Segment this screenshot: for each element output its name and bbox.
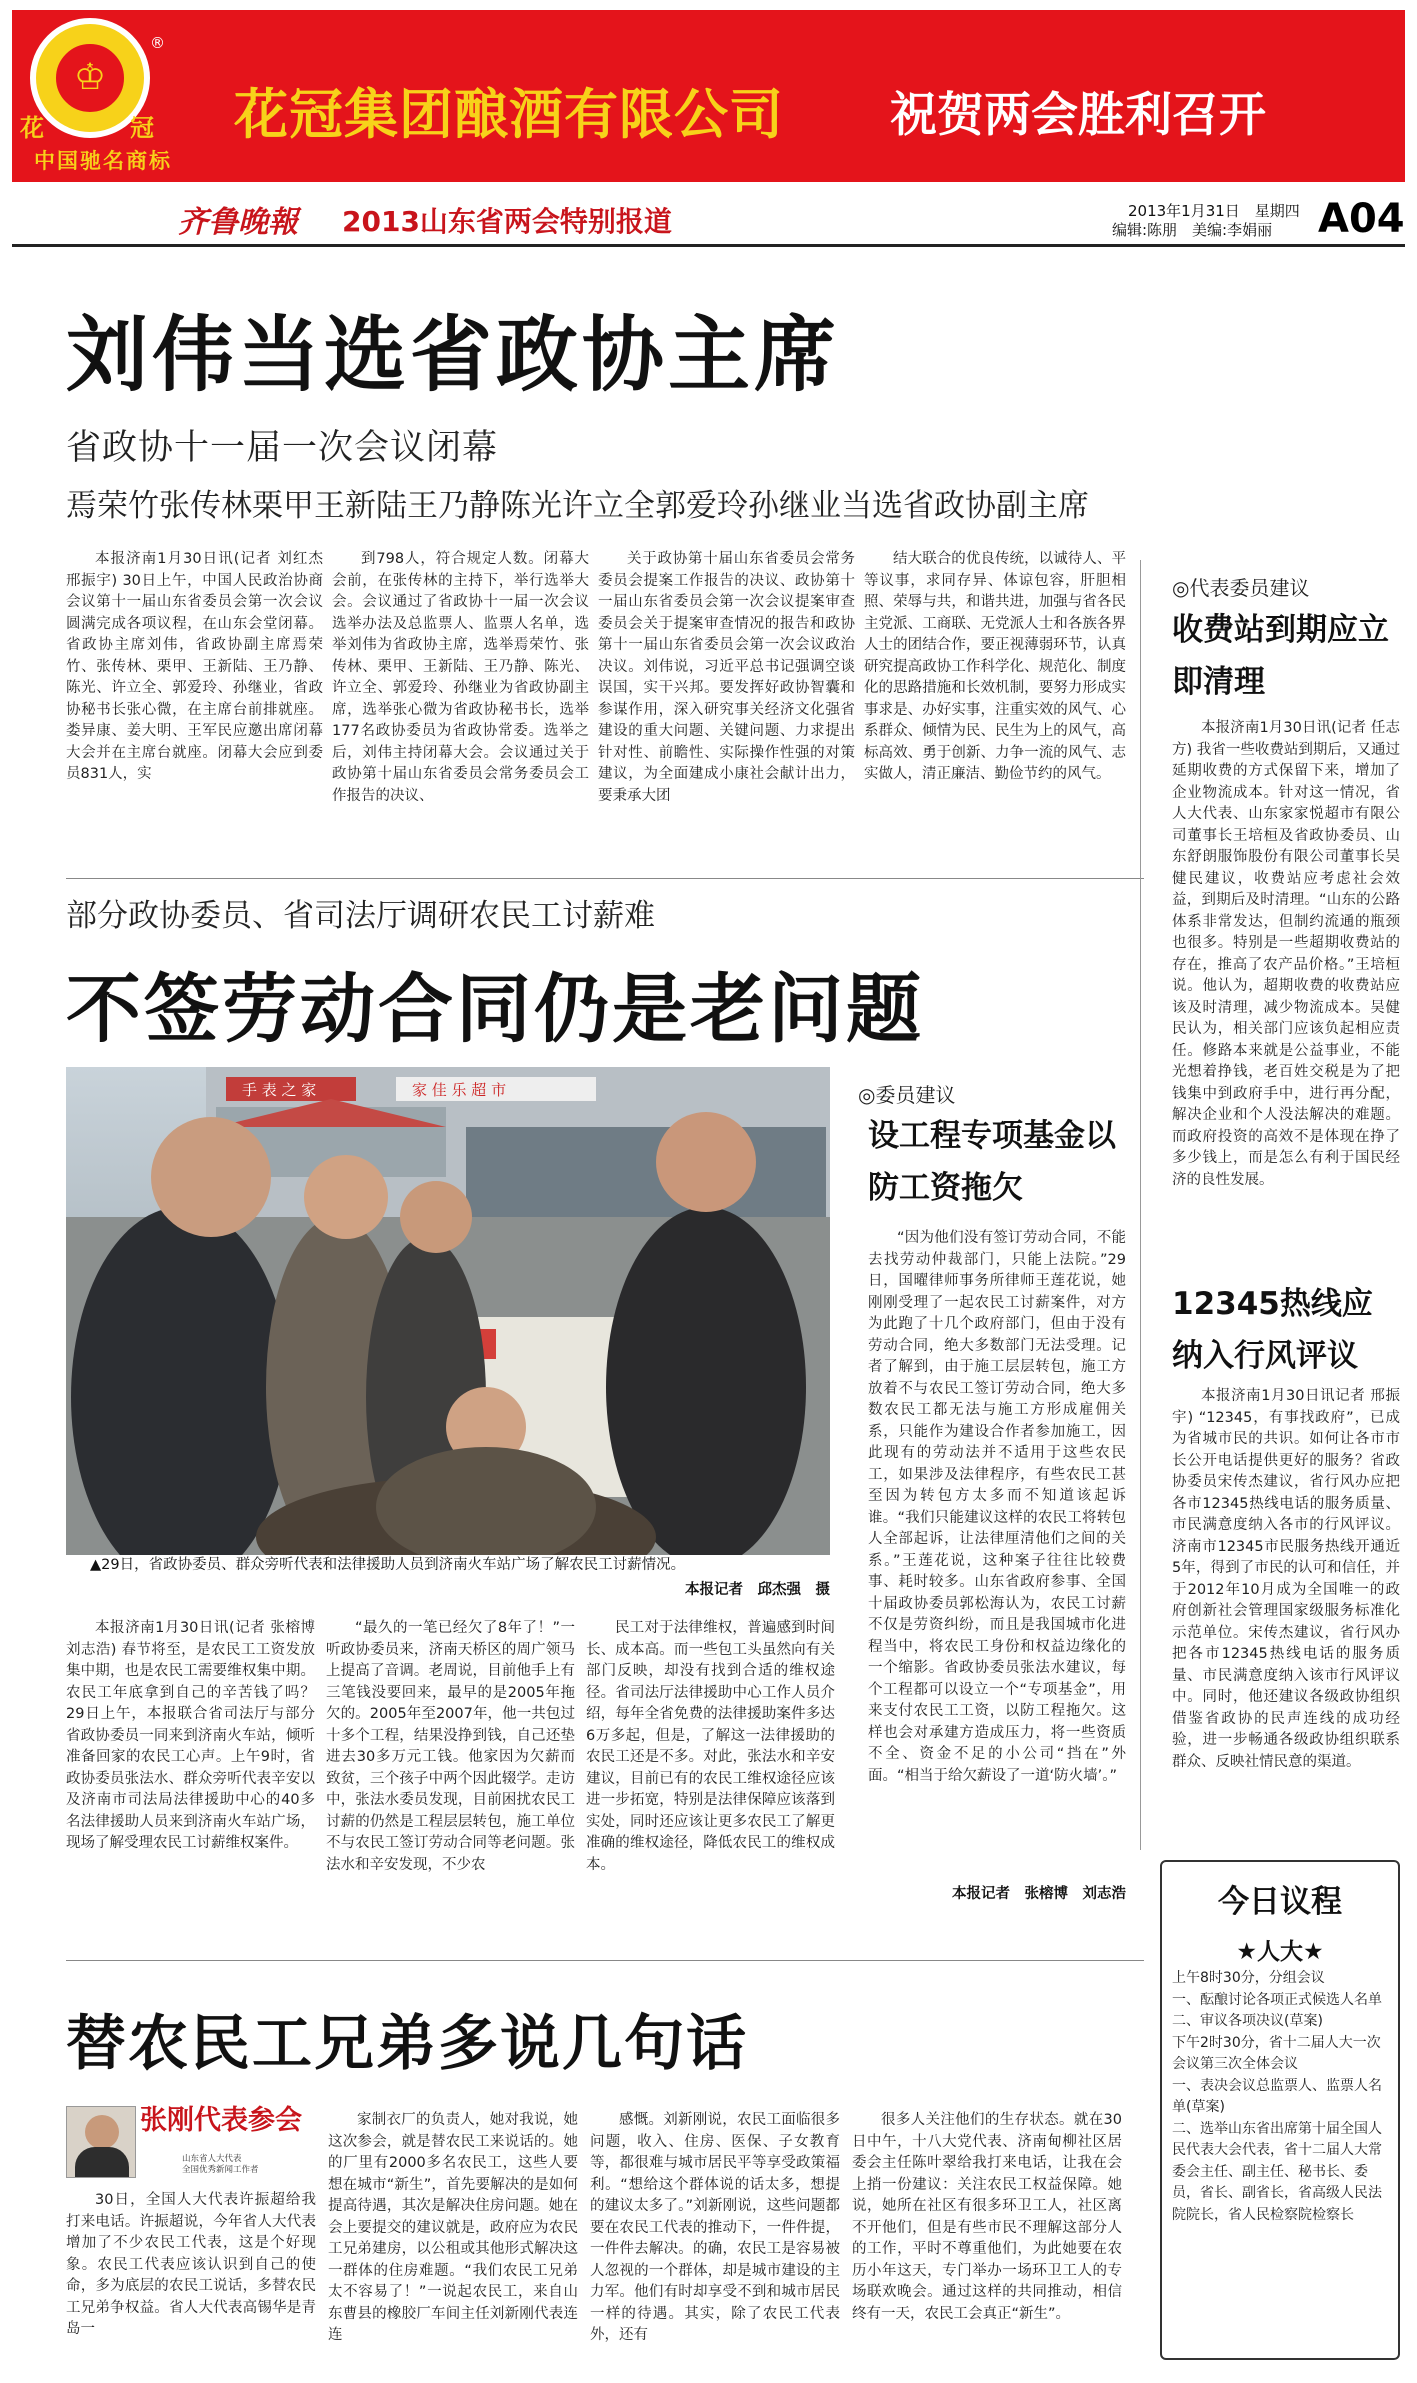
story3-column-1: 30日，全国人大代表许振超给我打来电话。许振超说，今年省人大代表增加了不少农民工代表，这是个好现象。农民工代表应该认识到自己的使命，多为底层的农民工说话，多替农民工兄弟争权益。省人大代表高锡华是青岛一: [66, 2192, 316, 2337]
sidebar-box1-text: 本报济南1月30日讯(记者 任志方) 我省一些收费站到期后，又通过延期收费的方式保留下来，增加了企业物流成本。针对这一情况，省人大代表、山东家家悦超市有限公司董事长王培桓及省政协委员、山东舒朗服饰股份有限公司董事长吴健民建议，收费站应考虑社会效益，到期后及时清理。“山东的公路体系非常发达，但制约流通的瓶颈也很多。特别是一些超期收费站的存在，推高了农产品价格。”王培桓说。他认为，超期收费的收费站应该及时清理，减少物流成本。吴健民认为，相关部门应该负起相应责任。修路本来就是公益事业，不能光想着挣钱，老百姓交税是为了把钱集中到政府手中，进行再分配，解决企业和个人没法解决的难题。而政府投资的高效不是体现在挣了多少钱上，而是怎么有利于国民经济的良性发展。: [1172, 720, 1400, 1188]
story2-box-byline: 本报记者 张榕博 刘志浩: [952, 1886, 1126, 1902]
sidebar-box2-text: 本报济南1月30日讯记者 邢振宇) “12345，有事找政府”，已成为省城市民的共识。如何让各市市长公开电话提供更好的服务？省政协委员宋传杰建议，省行风办应把各市12345热线电话的服务质量、市民满意度纳入各市的行风评议。济南市12345市民服务热线开通近5年，得到了市民的认可和信任，并于2012年10月成为全国唯一的政府创新社会管理国家级服务标准化示范单位。宋传杰建议，省行风办把各市12345热线电话的服务质量、市民满意度纳入该市行风评议中。同时，他还建议各级政协组织借鉴省政协的民声连线的成功经验，进一步畅通各级政协组织联系群众、反映社情民意的渠道。: [1172, 1388, 1400, 1770]
deputy-label: 张刚代表参会: [140, 2105, 302, 2136]
avatar: [66, 2106, 136, 2178]
sidebar-divider: [1140, 560, 1141, 1850]
photo-scene: [66, 1067, 830, 1555]
section-divider-2: [66, 1960, 1144, 1961]
logo-text-guan: 冠: [130, 113, 154, 142]
story3-column-3: 感慨。刘新刚说，农民工面临很多问题，收入、住房、医保、子女教育等，都很难与城市居民平等享受政策福利。“想给这个群体说的话太多，想提的建议太多了。”刘新刚说，这些问题都要在农民工代表的推动下，一件件提，一件件去解决。的确，农民工是容易被人忽视的一个群体，却是城市建设的主力军。他们有时却享受不到和城市居民一样的待遇。其实，除了农民工代表外，还有: [590, 2112, 840, 2343]
crown-icon: ♔: [73, 57, 107, 98]
paper-name: 齐鲁晚報: [178, 205, 298, 240]
story1-column-1: 本报济南1月30日讯(记者 刘红杰 邢振宇) 30日上午，中国人民政治协商会议第十一届山东省委员会第一次会议圆满完成各项议程，在山东会堂闭幕。省政协主席刘伟，省政协副主席焉荣竹、张传林、栗甲、王新陆、王乃静、陈光、许立全、郭爱玲、孙继业，省政协秘书长张心微，在主席台前排就座。娄异康、姜大明、王军民应邀出席闭幕大会并在主席台就座。闭幕大会应到委员831人，实: [66, 551, 323, 782]
logo-text-hua: 花: [20, 113, 44, 142]
dateline: 2013年1月31日 星期四: [1128, 202, 1300, 220]
agenda-text: 上午8时30分，分组会议 一、酝酿讨论各项正式候选人名单 二、审议各项决议(草案) 下午2时30分，省十二届人大一次会议第三次全体会议 一、表决会议总监票人、监票人名单(草案) 二、选举山东省出席第十届全国人民代表大会代表，省十二届人大常委会主任、副主任、秘书长、委员，省长、副省长，省高级人民法院院长，省人民检察院检察长: [1172, 1970, 1382, 2223]
avatar-face: [85, 2115, 119, 2149]
story2-column-3: 民工对于法律维权，普遍感到时间长、成本高。而一些包工头虽然向有关部门反映，却没有找到合适的维权途径。省司法厅法律援助中心工作人员介绍，每年全省免费的法律援助案件多达6万多起，但是，了解这一法律援助的农民工还是不多。对此，张法水和辛安建议，目前已有的农民工维权途径应该进一步拓宽，特别是法律保障应该落到实处，同时还应该让更多农民工了解更准确的维权途径，降低农民工的维权成本。: [586, 1620, 835, 1873]
story1-subhead: 省政协十一届一次会议闭幕: [66, 428, 499, 468]
story3-headline: 替农民工兄弟多说几句话: [66, 2009, 748, 2079]
story3-column-4: 很多人关注他们的生存状态。就在30日中午，十八大党代表、济南甸柳社区居委会主任陈叶翠给我打来电话，让我在会上捎一份建议：关注农民工权益保障。她说，她所在社区有很多环卫工人，社区离不开他们，但是有些市民不理解这部分人的工作，平时不尊重他们，为此她要在农历小年这天，专门举办一场环卫工人的专场联欢晚会。通过这样的共同推动，相信终有一天，农民工会真正“新生”。: [852, 2112, 1122, 2322]
page-number: A04: [1318, 196, 1405, 242]
story1-headline: 刘伟当选省政协主席: [66, 308, 841, 403]
story2-box-mark: ◎委员建议: [858, 1083, 956, 1107]
agenda-section: ★人大★: [1236, 1939, 1324, 1965]
sidebar-box1-mark: ◎代表委员建议: [1172, 576, 1310, 600]
logo-subtitle: 中国驰名商标: [34, 149, 172, 173]
story2-column-2: “最久的一笔已经欠了8年了！”一听政协委员来，济南天桥区的周广领马上提高了音调。老周说，目前他手上有三笔钱没要回来，最早的是2005年拖欠的。2005年至2007年，他一共包过十多个工程，结果没挣到钱，自己还垫进去30多万元工钱。他家因为欠薪而致贫，三个孩子中两个因此辍学。走访中，张法水委员发现，目前困扰农民工讨薪的仍然是工程层层转包，施工单位不与农民工签订劳动合同等老问题。张法水和辛安发现，不少农: [326, 1620, 575, 1873]
news-photo: [66, 1067, 830, 1555]
deputy-column-badge: [66, 2106, 302, 2178]
story1-subhead-2: 焉荣竹张传林栗甲王新陆王乃静陈光许立全郭爱玲孙继业当选省政协副主席: [66, 488, 1089, 524]
section-divider: [66, 878, 1144, 879]
story1-column-3: 关于政协第十届山东省委员会常务委员会提案工作报告的决议、政协第十一届山东省委员会第一次会议提案审查委员会关于提案审查情况的报告和政协第十一届山东省委员会第一次会议政治决议。刘伟说，习近平总书记强调空谈误国，实干兴邦。要发挥好政协智囊和参谋作用，深入研究事关经济文化强省建设的重大问题、关键问题、力求提出针对性、前瞻性、实际操作性强的对策建议，为全面建成小康社会献计出力，要秉承大团: [598, 551, 855, 804]
story1-column-2: 到798人，符合规定人数。闭幕大会前，在张传林的主持下，举行选举大会。会议通过了省政协十一届一次会议选举办法及总监票人、监票人名单，选举刘伟为省政协主席，选举焉荣竹、张传林、栗甲、王新陆、王乃静、陈光、许立全、郭爱玲、孙继业为省政协副主席，选举张心微为省政协秘书长，选举177名政协委员为省政协常委。选举之后，刘伟主持闭幕大会。会议通过关于政协第十届山东省委员会常务委员会工作报告的决议、: [332, 551, 589, 804]
story2-box-title: 设工程专项基金以防工资拖欠: [868, 1118, 1116, 1206]
editor-credit: 编辑:陈朋 美编:李娟丽: [1112, 221, 1273, 239]
story2-column-1: 本报济南1月30日讯(记者 张榕博 刘志浩) 春节将至，是农民工工资发放集中期，也是农民工需要维权集中期。农民工年底拿到自己的辛苦钱了吗？29日上午，本报联合省司法厅与部分省政协委员一同来到济南火车站，倾听准备回家的农民工心声。上午9时，省政协委员张法水、群众旁听代表辛安以及济南市司法局法律援助中心的40多名法律援助人员来到济南火车站广场，现场了解受理农民工讨薪维权案件。: [66, 1620, 315, 1851]
agenda-title: 今日议程: [1218, 1884, 1342, 1920]
sidebar-box2-title: 12345热线应纳入行风评议: [1172, 1286, 1373, 1374]
photo-caption: ▲29日，省政协委员、群众旁听代表和法律援助人员到济南火车站广场了解农民工讨薪情况。: [90, 1557, 686, 1573]
banner-slogan: 祝贺两会胜利召开: [890, 88, 1266, 143]
sidebar-box1-title: 收费站到期应立即清理: [1172, 612, 1389, 700]
story2-lead: 部分政协委员、省司法厅调研农民工讨薪难: [66, 898, 655, 934]
story1-column-4: 结大联合的优良传统，以诚待人、平等议事，求同存异、体谅包容，肝胆相照、荣辱与共，和谐共进，加强与省各民主党派、工商联、无党派人士和各族各界人士的团结合作，要正视薄弱环节，认真研究提高政协工作科学化、规范化、制度化的思路措施和长效机制，要努力形成实事求是、办好实事，注重实效的风气、心系群众、倾情为民、民生为上的风气，高标高效、勇于创新、力争一流的风气、志实做人，清正廉洁、勤俭节约的风气。: [864, 551, 1126, 782]
banner-company: 花冠集团酿酒有限公司: [234, 83, 784, 146]
photo-sign-2: 家 佳 乐 超 市: [412, 1081, 507, 1099]
masthead-rule: [12, 244, 1405, 247]
photo-sign: 手 表 之 家: [242, 1081, 317, 1099]
story3-column-2: 家制衣厂的负责人，她对我说，她这次参会，就是替农民工来说话的。她的厂里有2000多名农民工，这些人要想在城市“新生”，首先要解决的是如何提高待遇，其次是解决住房问题。她在会上要提交的建议就是，政府应为农民工兄弟建房，以公租或其他形式解决这一群体的住房难题。“我们农民工兄弟太不容易了！”一说起农民工，来自山东曹县的橡胶厂车间主任刘新刚代表连连: [328, 2112, 578, 2343]
special-report-title: 2013山东省两会特别报道: [342, 205, 672, 238]
photo-credit: 本报记者 邱杰强 摄: [685, 1582, 830, 1598]
story2-box-text: “因为他们没有签订劳动合同，不能去找劳动仲裁部门，只能上法院。”29日，国曜律师事务所律师王莲花说，她刚刚受理了一起农民工讨薪案件，对方为此跑了十几个政府部门，但由于没有劳动合同，绝大多数部门无法受理。记者了解到，由于施工层层转包，施工方放着不与农民工签订劳动合同，绝大多数农民工都无法与施工方形成雇佣关系，只能作为建设合作者参加施工，因此现有的劳动法并不适用于这些农民工，如果涉及法律程序，有些农民工甚至因为转包方太多而不知道该起诉谁。“我们只能建议这样的农民工将转包人全部起诉，让法律厘清他们之间的关系。”王莲花说，这种案子往往比较费事、耗时较多。山东省政府参事、全国十届政协委员郭松海认为，农民工讨薪不仅是劳资纠纷，而且是我国城市化进程当中，将农民工身份和权益边缘化的一个缩影。省政协委员张法水建议，每个工程都可以设立一个“专项基金”，用来支付农民工工资，以防工程拖欠。这样也会对承建方造成压力，将一些资质不全、资金不足的小公司“挡在”外面。“相当于给欠薪设了一道‘防火墙’。”: [868, 1230, 1126, 1784]
deputy-sub: 山东省人大代表 全国优秀新闻工作者: [182, 2154, 259, 2175]
avatar-body: [75, 2147, 129, 2178]
registered-mark: ®: [150, 34, 165, 52]
story2-headline: 不签劳动合同仍是老问题: [66, 965, 925, 1053]
